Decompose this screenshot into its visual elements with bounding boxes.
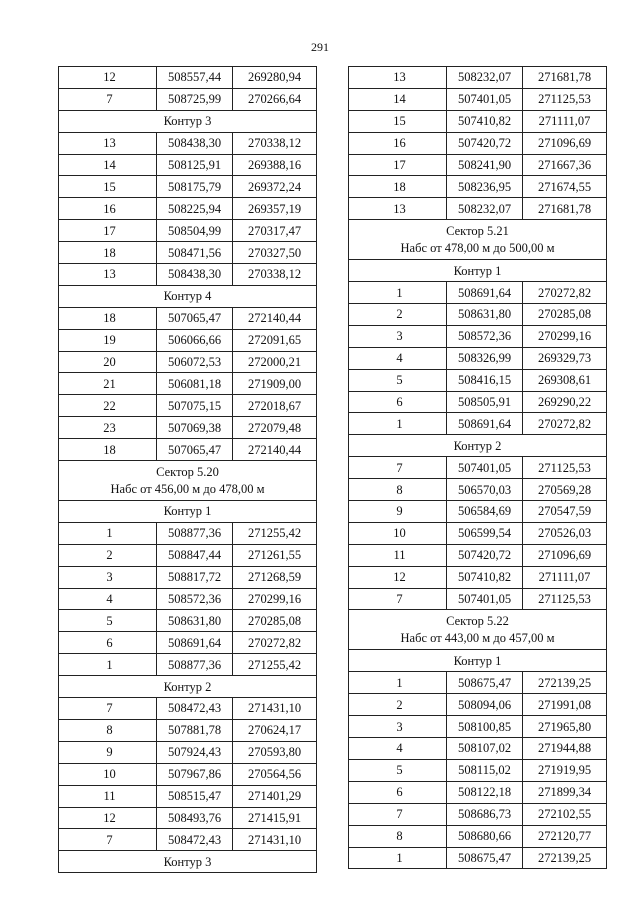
table-row [59,176,317,198]
y-coordinate-cell: 271125,53 [523,457,607,479]
contour-header-row [59,110,317,132]
point-id-cell: 8 [349,479,447,501]
x-coordinate-cell: 508680,66 [447,825,523,847]
sector-title: Сектор 5.21 [446,224,509,239]
table-row [59,632,317,654]
x-coordinate-cell: 508472,43 [157,698,233,720]
sector-height-range: Набс от 456,00 м до 478,00 м [110,482,265,497]
contour-label: Контур 4 [59,285,317,307]
x-coordinate-cell: 508472,43 [157,829,233,851]
x-coordinate-cell: 507410,82 [447,110,523,132]
point-id-cell: 13 [59,264,157,286]
x-coordinate-cell: 508675,47 [447,847,523,869]
y-coordinate-cell: 272000,21 [233,351,317,373]
y-coordinate-cell: 269308,61 [523,369,607,391]
point-id-cell: 10 [59,763,157,785]
x-coordinate-cell: 508493,76 [157,807,233,829]
x-coordinate-cell: 508232,07 [447,198,523,220]
y-coordinate-cell: 270317,47 [233,220,317,242]
y-coordinate-cell: 271909,00 [233,373,317,395]
sector-header-cell [349,220,607,260]
table-row [59,351,317,373]
page-number: 291 [311,40,329,54]
table-row [349,501,607,523]
table-row [349,88,607,110]
x-coordinate-cell: 508847,44 [157,544,233,566]
table-row [59,544,317,566]
y-coordinate-cell: 270272,82 [523,282,607,304]
x-coordinate-cell: 507410,82 [447,566,523,588]
y-coordinate-cell: 271125,53 [523,88,607,110]
y-coordinate-cell: 270285,08 [523,304,607,326]
table-row [349,391,607,413]
x-coordinate-cell: 506570,03 [447,479,523,501]
x-coordinate-cell: 508115,02 [447,759,523,781]
x-coordinate-cell: 508225,94 [157,198,233,220]
table-row [349,369,607,391]
x-coordinate-cell: 508691,64 [157,632,233,654]
point-id-cell: 11 [59,785,157,807]
point-id-cell: 7 [349,803,447,825]
y-coordinate-cell: 269372,24 [233,176,317,198]
x-coordinate-cell: 507075,15 [157,395,233,417]
point-id-cell: 4 [349,738,447,760]
point-id-cell: 23 [59,417,157,439]
y-coordinate-cell: 270272,82 [233,632,317,654]
y-coordinate-cell: 271261,55 [233,544,317,566]
x-coordinate-cell: 508515,47 [157,785,233,807]
y-coordinate-cell: 271096,69 [523,544,607,566]
point-id-cell: 9 [349,501,447,523]
y-coordinate-cell: 270299,16 [523,325,607,347]
y-coordinate-cell: 269357,19 [233,198,317,220]
x-coordinate-cell: 507401,05 [447,457,523,479]
table-row [59,373,317,395]
y-coordinate-cell: 272018,67 [233,395,317,417]
table-row [59,264,317,286]
y-coordinate-cell: 272079,48 [233,417,317,439]
y-coordinate-cell: 270547,59 [523,501,607,523]
table-row [59,307,317,329]
y-coordinate-cell: 271255,42 [233,522,317,544]
y-coordinate-cell: 272139,25 [523,672,607,694]
y-coordinate-cell: 271401,29 [233,785,317,807]
point-id-cell: 13 [349,198,447,220]
table-row [59,417,317,439]
y-coordinate-cell: 272140,44 [233,439,317,461]
x-coordinate-cell: 507967,86 [157,763,233,785]
x-coordinate-cell: 508094,06 [447,694,523,716]
x-coordinate-cell: 508686,73 [447,803,523,825]
table-row [349,847,607,869]
table-row [59,610,317,632]
table-row [59,566,317,588]
point-id-cell: 2 [349,304,447,326]
point-id-cell: 6 [59,632,157,654]
table-row [59,132,317,154]
table-row [59,242,317,264]
y-coordinate-cell: 271667,36 [523,154,607,176]
x-coordinate-cell: 508416,15 [447,369,523,391]
y-coordinate-cell: 270526,03 [523,522,607,544]
point-id-cell: 3 [349,716,447,738]
coordinates-table-right [348,66,607,869]
sector-title: Сектор 5.22 [446,614,509,629]
y-coordinate-cell: 271899,34 [523,781,607,803]
point-id-cell: 4 [349,347,447,369]
point-id-cell: 1 [59,522,157,544]
point-id-cell: 19 [59,329,157,351]
table-row [59,741,317,763]
point-id-cell: 17 [59,220,157,242]
x-coordinate-cell: 507069,38 [157,417,233,439]
x-coordinate-cell: 507420,72 [447,544,523,566]
table-row [59,67,317,89]
sector-header-row [59,461,317,501]
sector-header-row [349,220,607,260]
x-coordinate-cell: 507065,47 [157,439,233,461]
point-id-cell: 2 [59,544,157,566]
point-id-cell: 8 [59,719,157,741]
y-coordinate-cell: 270299,16 [233,588,317,610]
sector-height-range: Набс от 478,00 м до 500,00 м [400,241,555,256]
x-coordinate-cell: 508107,02 [447,738,523,760]
contour-header-row [349,260,607,282]
y-coordinate-cell: 271919,95 [523,759,607,781]
x-coordinate-cell: 508438,30 [157,132,233,154]
x-coordinate-cell: 508877,36 [157,522,233,544]
table-row [349,176,607,198]
y-coordinate-cell: 271965,80 [523,716,607,738]
x-coordinate-cell: 507065,47 [157,307,233,329]
point-id-cell: 1 [349,672,447,694]
y-coordinate-cell: 269388,16 [233,154,317,176]
table-row [349,781,607,803]
x-coordinate-cell: 508572,36 [447,325,523,347]
point-id-cell: 5 [349,369,447,391]
contour-header-row [59,285,317,307]
table-row [349,67,607,89]
table-row [349,457,607,479]
x-coordinate-cell: 508572,36 [157,588,233,610]
point-id-cell: 16 [59,198,157,220]
contour-label: Контур 3 [59,851,317,873]
point-id-cell: 10 [349,522,447,544]
x-coordinate-cell: 508691,64 [447,413,523,435]
y-coordinate-cell: 271944,88 [523,738,607,760]
y-coordinate-cell: 270624,17 [233,719,317,741]
point-id-cell: 6 [349,781,447,803]
table-row [349,325,607,347]
point-id-cell: 13 [59,132,157,154]
point-id-cell: 12 [59,807,157,829]
point-id-cell: 1 [349,413,447,435]
x-coordinate-cell: 508505,91 [447,391,523,413]
table-row [59,154,317,176]
y-coordinate-cell: 270338,12 [233,132,317,154]
sector-header-row [349,610,607,650]
y-coordinate-cell: 271415,91 [233,807,317,829]
point-id-cell: 17 [349,154,447,176]
table-row [59,439,317,461]
point-id-cell: 7 [349,588,447,610]
y-coordinate-cell: 270266,64 [233,88,317,110]
y-coordinate-cell: 270593,80 [233,741,317,763]
point-id-cell: 7 [59,698,157,720]
x-coordinate-cell: 508236,95 [447,176,523,198]
coordinates-table-left [58,66,317,873]
y-coordinate-cell: 271991,08 [523,694,607,716]
table-row [349,479,607,501]
x-coordinate-cell: 508438,30 [157,264,233,286]
x-coordinate-cell: 507420,72 [447,132,523,154]
point-id-cell: 21 [59,373,157,395]
sector-header-cell [59,461,317,501]
y-coordinate-cell: 271674,55 [523,176,607,198]
table-row [59,198,317,220]
point-id-cell: 18 [349,176,447,198]
contour-header-row [59,676,317,698]
y-coordinate-cell: 270285,08 [233,610,317,632]
point-id-cell: 15 [59,176,157,198]
x-coordinate-cell: 508326,99 [447,347,523,369]
point-id-cell: 6 [349,391,447,413]
point-id-cell: 18 [59,307,157,329]
table-row [349,413,607,435]
contour-header-row [59,851,317,873]
x-coordinate-cell: 507401,05 [447,588,523,610]
y-coordinate-cell: 271096,69 [523,132,607,154]
table-row [349,544,607,566]
table-row [349,347,607,369]
point-id-cell: 9 [59,741,157,763]
contour-label: Контур 2 [59,676,317,698]
y-coordinate-cell: 269329,73 [523,347,607,369]
point-id-cell: 12 [59,67,157,89]
contour-label: Контур 1 [59,501,317,523]
point-id-cell: 7 [59,829,157,851]
table-row [349,672,607,694]
table-row [349,198,607,220]
y-coordinate-cell: 272139,25 [523,847,607,869]
x-coordinate-cell: 506081,18 [157,373,233,395]
table-row [349,132,607,154]
x-coordinate-cell: 508631,80 [157,610,233,632]
point-id-cell: 8 [349,825,447,847]
point-id-cell: 16 [349,132,447,154]
x-coordinate-cell: 508557,44 [157,67,233,89]
table-row [59,88,317,110]
x-coordinate-cell: 508122,18 [447,781,523,803]
point-id-cell: 22 [59,395,157,417]
y-coordinate-cell: 271255,42 [233,654,317,676]
table-row [59,329,317,351]
x-coordinate-cell: 506072,53 [157,351,233,373]
y-coordinate-cell: 270569,28 [523,479,607,501]
point-id-cell: 5 [59,610,157,632]
sector-title: Сектор 5.20 [156,465,219,480]
y-coordinate-cell: 271681,78 [523,67,607,89]
x-coordinate-cell: 506066,66 [157,329,233,351]
table-row [59,698,317,720]
x-coordinate-cell: 508232,07 [447,67,523,89]
point-id-cell: 3 [349,325,447,347]
contour-label: Контур 1 [349,650,607,672]
table-row [349,825,607,847]
table-row [59,785,317,807]
x-coordinate-cell: 508725,99 [157,88,233,110]
point-id-cell: 2 [349,694,447,716]
table-row [59,829,317,851]
table-row [59,522,317,544]
table-row [349,803,607,825]
point-id-cell: 14 [349,88,447,110]
point-id-cell: 20 [59,351,157,373]
x-coordinate-cell: 508877,36 [157,654,233,676]
table-row [59,220,317,242]
point-id-cell: 1 [349,847,447,869]
y-coordinate-cell: 272140,44 [233,307,317,329]
table-row [349,694,607,716]
point-id-cell: 13 [349,67,447,89]
x-coordinate-cell: 508691,64 [447,282,523,304]
point-id-cell: 14 [59,154,157,176]
y-coordinate-cell: 272102,55 [523,803,607,825]
x-coordinate-cell: 507924,43 [157,741,233,763]
x-coordinate-cell: 508817,72 [157,566,233,588]
x-coordinate-cell: 506584,69 [447,501,523,523]
x-coordinate-cell: 508241,90 [447,154,523,176]
point-id-cell: 18 [59,439,157,461]
sector-header-cell [349,610,607,650]
y-coordinate-cell: 269290,22 [523,391,607,413]
y-coordinate-cell: 271268,59 [233,566,317,588]
y-coordinate-cell: 271111,07 [523,110,607,132]
point-id-cell: 18 [59,242,157,264]
point-id-cell: 1 [59,654,157,676]
table-row [349,154,607,176]
x-coordinate-cell: 507401,05 [447,88,523,110]
y-coordinate-cell: 271125,53 [523,588,607,610]
table-row [59,719,317,741]
table-row [349,588,607,610]
table-row [59,807,317,829]
point-id-cell: 7 [349,457,447,479]
x-coordinate-cell: 508675,47 [447,672,523,694]
point-id-cell: 4 [59,588,157,610]
x-coordinate-cell: 508175,79 [157,176,233,198]
sector-height-range: Набс от 443,00 м до 457,00 м [400,631,555,646]
x-coordinate-cell: 506599,54 [447,522,523,544]
y-coordinate-cell: 272120,77 [523,825,607,847]
point-id-cell: 7 [59,88,157,110]
table-row [349,738,607,760]
point-id-cell: 3 [59,566,157,588]
point-id-cell: 1 [349,282,447,304]
x-coordinate-cell: 507881,78 [157,719,233,741]
table-row [59,588,317,610]
x-coordinate-cell: 508125,91 [157,154,233,176]
x-coordinate-cell: 508471,56 [157,242,233,264]
table-row [59,654,317,676]
table-row [349,282,607,304]
table-row [349,716,607,738]
x-coordinate-cell: 508504,99 [157,220,233,242]
table-row [349,304,607,326]
table-row [349,566,607,588]
contour-header-row [349,650,607,672]
y-coordinate-cell: 272091,65 [233,329,317,351]
x-coordinate-cell: 508631,80 [447,304,523,326]
y-coordinate-cell: 269280,94 [233,67,317,89]
table-row [59,763,317,785]
y-coordinate-cell: 271681,78 [523,198,607,220]
x-coordinate-cell: 508100,85 [447,716,523,738]
contour-label: Контур 3 [59,110,317,132]
contour-label: Контур 1 [349,260,607,282]
point-id-cell: 11 [349,544,447,566]
table-row [349,110,607,132]
y-coordinate-cell: 270327,50 [233,242,317,264]
point-id-cell: 5 [349,759,447,781]
point-id-cell: 12 [349,566,447,588]
point-id-cell: 15 [349,110,447,132]
y-coordinate-cell: 270564,56 [233,763,317,785]
table-row [59,395,317,417]
table-row [349,522,607,544]
contour-header-row [59,501,317,523]
y-coordinate-cell: 270272,82 [523,413,607,435]
y-coordinate-cell: 270338,12 [233,264,317,286]
y-coordinate-cell: 271111,07 [523,566,607,588]
contour-header-row [349,435,607,457]
table-row [349,759,607,781]
y-coordinate-cell: 271431,10 [233,829,317,851]
contour-label: Контур 2 [349,435,607,457]
y-coordinate-cell: 271431,10 [233,698,317,720]
